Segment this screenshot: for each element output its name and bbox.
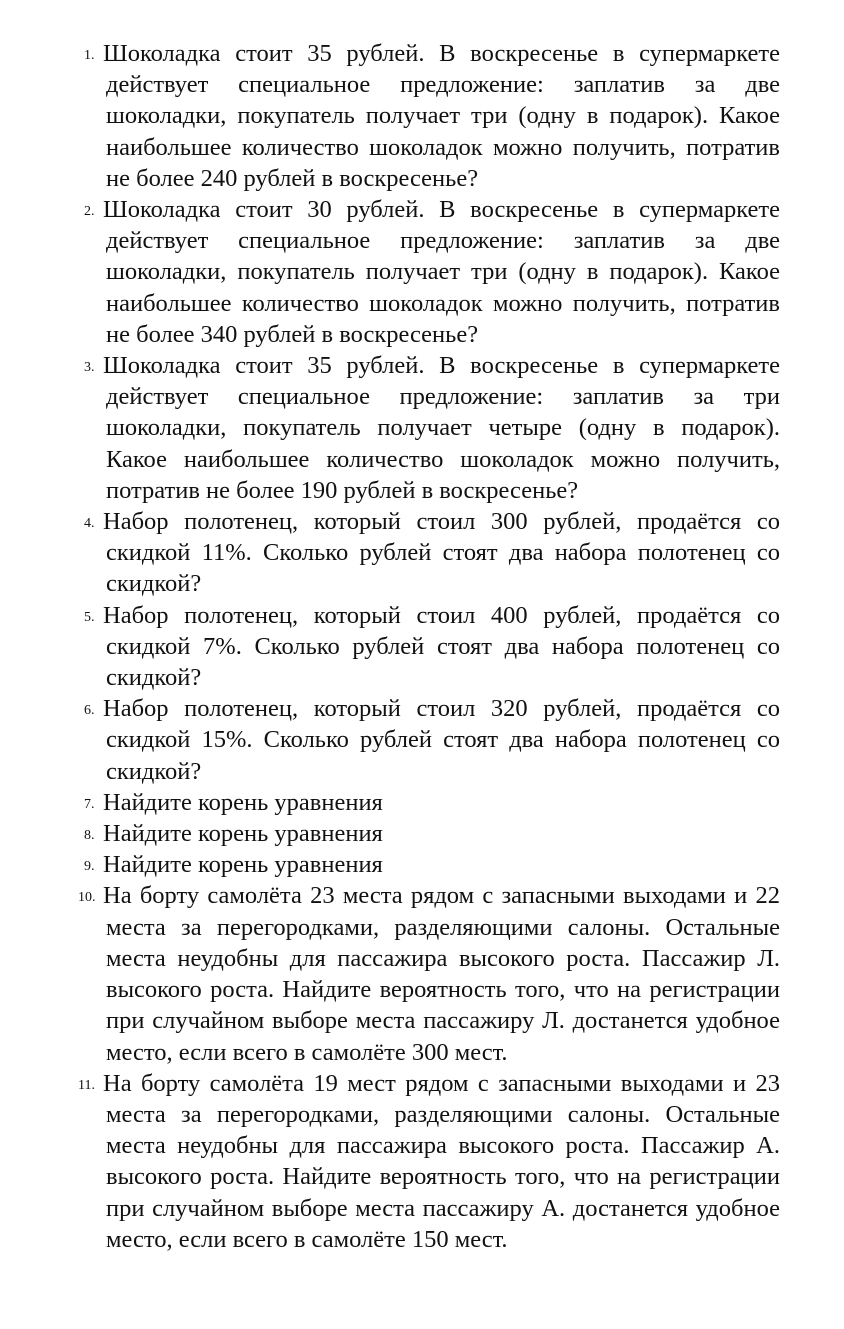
problem-item — [84, 194, 780, 350]
problem-text: Набор полотенец, который стоил 320 рублей, продаётся со скидкой 15%. Сколько рублей стоят два набора полотенец со скидкой? — [103, 695, 780, 785]
problem-text: На борту самолёта 19 мест рядом с запасными выходами и 23 места за перегородками, разделяющими салоны. Остальные места неудобны для пассажира высокого роста. Пассажир А. высокого роста. Найдите вероятность того, что на регистрации при случайном выборе места пассажиру А. достанется удобное место, если всего в самолёте 150 мест. — [103, 1069, 780, 1253]
problem-text: На борту самолёта 23 места рядом с запасными выходами и 22 места за перегородками, разделяющими салоны. Остальные места неудобны для пассажира высокого роста. Пассажир Л. высокого роста. Найдите вероятность того, что на регистрации при случайном выборе места пассажиру Л. достанется удобное место, если всего в самолёте 300 мест. — [103, 882, 780, 1066]
problem-number: 5. — [84, 609, 95, 625]
problem-number: 3. — [84, 360, 95, 376]
problem-item — [84, 38, 780, 194]
problem-number: 10. — [78, 890, 96, 906]
problem-item — [84, 350, 780, 506]
problem-text: Шоколадка стоит 35 рублей. В воскресенье в супермаркете действует специальное предложение: заплатив за две шоколадки, покупатель получает три (одну в подарок). Какое наибольшее количество шоколадок можно получить, потратив не более 240 рублей в воскресенье? — [103, 40, 780, 192]
problem-text: Шоколадка стоит 35 рублей. В воскресенье в супермаркете действует специальное предложение: заплатив за три шоколадки, покупатель получает четыре (одну в подарок). Какое наибольшее количество шоколадок можно получить, потратив не более 190 рублей в воскресенье? — [103, 352, 780, 504]
problem-text: Набор полотенец, который стоил 400 рублей, продаётся со скидкой 7%. Сколько рублей стоят два набора полотенец со скидкой? — [103, 601, 780, 692]
problem-number: 8. — [84, 828, 95, 844]
problem-item — [78, 1068, 780, 1255]
problem-number: 4. — [84, 516, 95, 532]
problem-number: 9. — [84, 859, 95, 875]
problem-item — [78, 880, 780, 1067]
problem-item — [84, 600, 780, 694]
problem-number: 1. — [84, 48, 95, 63]
problem-text: Найдите корень уравнения — [103, 788, 383, 816]
problem-item — [84, 818, 780, 849]
problem-text: Найдите корень уравнения — [103, 820, 383, 848]
problem-number: 6. — [84, 703, 95, 719]
problem-number: 2. — [84, 204, 95, 220]
problem-item — [84, 693, 780, 787]
problem-list — [0, 38, 844, 1255]
problem-item — [84, 787, 780, 818]
problem-number: 7. — [84, 796, 95, 812]
problem-text: Шоколадка стоит 30 рублей. В воскресенье в супермаркете действует специальное предложение: заплатив за две шоколадки, покупатель получает три (одну в подарок). Какое наибольшее количество шоколадок можно получить, потратив не более 340 рублей в воскресенье? — [103, 196, 780, 348]
problem-text: Набор полотенец, который стоил 300 рублей, продаётся со скидкой 11%. Сколько рублей стоят два набора полотенец со скидкой? — [103, 508, 780, 598]
problem-text: Найдите корень уравнения — [103, 851, 383, 879]
problem-item — [84, 506, 780, 600]
problem-item — [84, 849, 780, 880]
problem-number: 11. — [78, 1077, 95, 1093]
